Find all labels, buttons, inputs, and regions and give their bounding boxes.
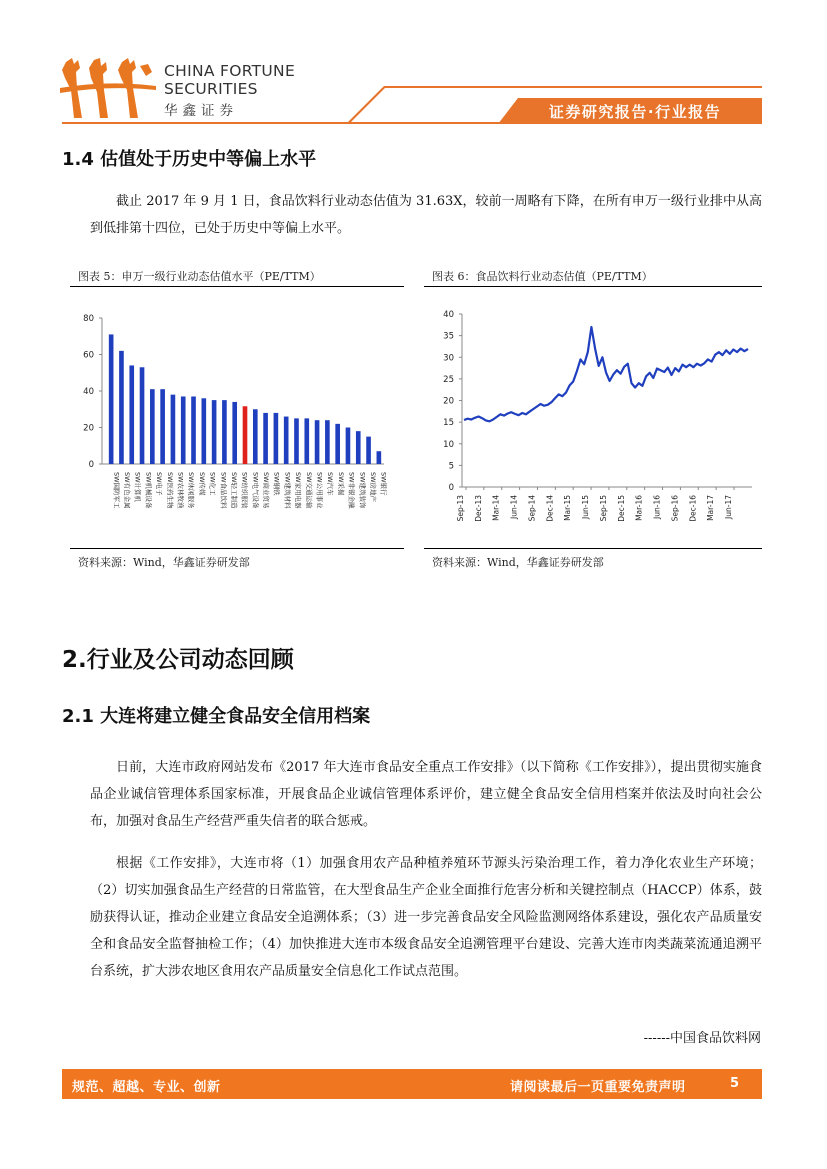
- section-2-heading: 2.行业及公司动态回顾: [62, 647, 294, 673]
- fig5-bar: [171, 395, 176, 464]
- fig5-bar: [129, 365, 134, 464]
- fig5-source: 资料来源：Wind，华鑫证券研发部: [78, 556, 250, 569]
- fig5-bar: [356, 431, 361, 464]
- fig5-x-tick-label: SW公用事业: [315, 472, 324, 509]
- fig5-x-tick-label: SW食品饮料: [219, 472, 228, 509]
- fig6-x-tick-label: Sep-13: [456, 495, 465, 522]
- fig6-y-tick-label: 15: [443, 418, 454, 429]
- fig5-x-tick-label: SW电气设备: [251, 472, 260, 509]
- fig5-x-tick-label: SW银行: [379, 472, 388, 496]
- footer-disclaimer-link[interactable]: 请阅读最后一页重要免责声明: [510, 1080, 686, 1095]
- fig5-y-tick-label: 80: [83, 314, 94, 324]
- fig6-x-tick-label: Sep-15: [598, 495, 608, 522]
- fig5-bottom-rule: [70, 548, 404, 549]
- fig6-x-tick-label: Mar-15: [563, 495, 573, 521]
- fig6-x-tick-label: Dec-15: [616, 495, 626, 522]
- fig5-bar: [222, 400, 227, 464]
- fig5-x-tick-label: SW有色金属: [123, 472, 132, 509]
- fig5-top-rule: [70, 286, 404, 287]
- fig5-bar: [284, 417, 289, 464]
- fig6-x-tick-label: Jun-16: [652, 495, 662, 519]
- fig6-series-line: [464, 327, 748, 421]
- fig5-bar: [232, 402, 237, 464]
- fig5-x-tick-label: SW休闲服务: [187, 472, 196, 509]
- fig5-bar: [315, 420, 320, 464]
- fig6-x-tick-label: Jun-15: [581, 495, 591, 519]
- fig5-x-tick-label: SW计算机: [133, 472, 142, 503]
- fig5-bar: [201, 398, 206, 464]
- fig5-x-tick-label: SW医药生物: [165, 472, 174, 509]
- fig5-x-tick-label: SW交通运输: [304, 472, 313, 509]
- fig6-source: 资料来源：Wind，华鑫证券研发部: [432, 556, 604, 569]
- fig5-x-tick-label: SW化工: [208, 472, 217, 496]
- fig6-bottom-rule: [424, 548, 762, 549]
- fig5-bar: [335, 424, 340, 464]
- fig5-bar: [150, 389, 155, 464]
- news-source: ------中国食品饮料网: [643, 1031, 761, 1046]
- fig6-y-tick-label: 0: [448, 483, 454, 493]
- fig6-line-chart: [424, 300, 762, 542]
- fig5-bar: [109, 334, 114, 464]
- fig5-x-tick-label: SW机械设备: [144, 472, 153, 509]
- fig5-y-tick-label: 40: [83, 387, 94, 397]
- fig5-x-tick-label: SW汽车: [326, 472, 335, 496]
- fig6-top-rule: [424, 286, 762, 287]
- fig6-caption: 图表 6：食品饮料行业动态估值（PE/TTM）: [432, 270, 653, 283]
- fig5-x-tick-label: SW轻工制造: [229, 472, 238, 509]
- fig6-y-tick-label: 40: [443, 310, 454, 320]
- fig6-x-tick-label: Dec-14: [545, 495, 555, 522]
- china-fortune-logo-icon: [60, 58, 156, 120]
- fig5-x-tick-label: SW建筑装饰: [358, 472, 367, 509]
- fig5-bar: [304, 418, 309, 464]
- fig6-x-tick-label: Dec-13: [473, 495, 483, 522]
- brand-name-cn: 华鑫证券: [164, 103, 238, 119]
- fig5-y-tick-label: 60: [83, 350, 94, 361]
- fig5-x-tick-label: SW传媒: [197, 472, 206, 496]
- fig5-x-tick-label: SW电子: [155, 472, 164, 496]
- fig5-bar: [212, 400, 217, 464]
- fig6-y-tick-label: 5: [448, 461, 454, 472]
- page-header: [0, 0, 827, 130]
- fig5-bar: [160, 389, 165, 464]
- fig5-y-tick-label: 0: [88, 460, 94, 470]
- fig6-x-tick-label: Jun-14: [509, 495, 519, 519]
- fig6-x-tick-label: Sep-14: [527, 495, 537, 522]
- fig5-bar: [181, 396, 186, 464]
- fig6-x-tick-label: Dec-16: [688, 495, 698, 522]
- fig5-x-tick-label: SW商业贸易: [262, 472, 271, 509]
- fig6-y-tick-label: 25: [443, 374, 454, 385]
- section-2-1-paragraph-2: 根据《工作安排》，大连市将（1）加强食用农产品种植养殖环节源头污染治理工作，着力净化农业生产环境；（2）切实加强食品生产经营的日常监管，在大型食品生产企业全面推行危害分析和关键控制点（HACCP）体系，鼓励获得认证，推动企业建立食品安全追溯体系；（3）进一步完善食品安全风险监测网络体系建设，强化农产品质量安全和食品安全监督抽检工作；（4）加快推进大连市本级食品安全追溯管理平台建设、完善大连市肉类蔬菜流通追溯平台系统，扩大涉农地区食用农产品质量安全信息化工作试点范围。: [90, 856, 762, 979]
- fig5-x-tick-label: SW非银金融: [347, 472, 356, 509]
- fig6-x-tick-label: Mar-14: [491, 495, 501, 521]
- fig5-x-tick-label: SW农林牧渔: [176, 472, 185, 509]
- fig5-bar: [294, 418, 299, 464]
- fig5-bar: [119, 351, 124, 464]
- page-number: 5: [730, 1076, 740, 1091]
- fig5-y-tick-label: 20: [83, 423, 94, 434]
- footer-slogan: 规范、超越、专业、创新: [72, 1080, 221, 1095]
- report-type-title: 证券研究报告·行业报告: [548, 103, 722, 121]
- fig5-bar: [325, 420, 330, 464]
- fig5-bar: [140, 367, 145, 464]
- fig6-x-tick-label: Mar-17: [706, 495, 716, 521]
- fig5-bar: [377, 451, 382, 464]
- section-1-4-heading: 1.4 估值处于历史中等偏上水平: [62, 149, 317, 170]
- fig5-x-tick-label: SW建筑材料: [283, 472, 292, 509]
- fig5-bar: [253, 409, 258, 464]
- fig5-bar: [263, 413, 268, 464]
- fig5-x-tick-label: SW国防军工: [112, 472, 121, 509]
- fig6-x-tick-label: Mar-16: [634, 495, 644, 521]
- section-2-1-heading: 2.1 大连将建立健全食品安全信用档案: [62, 706, 371, 727]
- fig5-x-tick-label: SW纺织服装: [240, 472, 249, 509]
- fig5-x-tick-label: SW采掘: [336, 472, 345, 496]
- section-2-1-paragraph-1: 日前，大连市政府网站发布《2017 年大连市食品安全重点工作安排》（以下简称《工作安排》），提出贯彻实施食品企业诚信管理体系国家标准，开展食品企业诚信管理体系评价，建立健全食品安全信用档案并依法及时向社会公布，加强对食品生产经营严重失信者的联合惩戒。: [90, 760, 762, 829]
- fig5-bar: [366, 437, 371, 464]
- fig6-x-tick-label: Jun-17: [724, 495, 733, 519]
- fig6-x-tick-label: Sep-16: [670, 495, 680, 522]
- fig6-y-tick-label: 30: [443, 353, 454, 364]
- brand-name-en-line2: SECURITIES: [164, 80, 258, 98]
- fig6-y-tick-label: 20: [443, 396, 454, 407]
- fig6-y-tick-label: 10: [443, 439, 454, 450]
- section-1-4-paragraph: 截止 2017 年 9 月 1 日，食品饮料行业动态估值为 31.63X，较前一周略有下降，在所有申万一级行业排中从高到低排第十四位，已处于历史中等偏上水平。: [90, 194, 762, 236]
- fig5-bar: [346, 428, 351, 465]
- fig5-x-tick-label: SW房地产: [368, 472, 377, 503]
- fig5-bar: [243, 406, 248, 464]
- fig5-bar: [191, 396, 196, 464]
- brand-name-en-line1: CHINA FORTUNE: [164, 62, 296, 80]
- fig6-y-tick-label: 35: [443, 331, 454, 342]
- header-rule: [62, 122, 762, 124]
- fig5-x-tick-label: SW钢铁: [272, 472, 281, 496]
- fig5-bar-chart: [70, 300, 404, 542]
- fig5-caption: 图表 5：申万一级行业动态估值水平（PE/TTM）: [78, 270, 321, 283]
- fig5-bar: [274, 413, 279, 464]
- fig5-x-tick-label: SW家用电器: [294, 472, 303, 509]
